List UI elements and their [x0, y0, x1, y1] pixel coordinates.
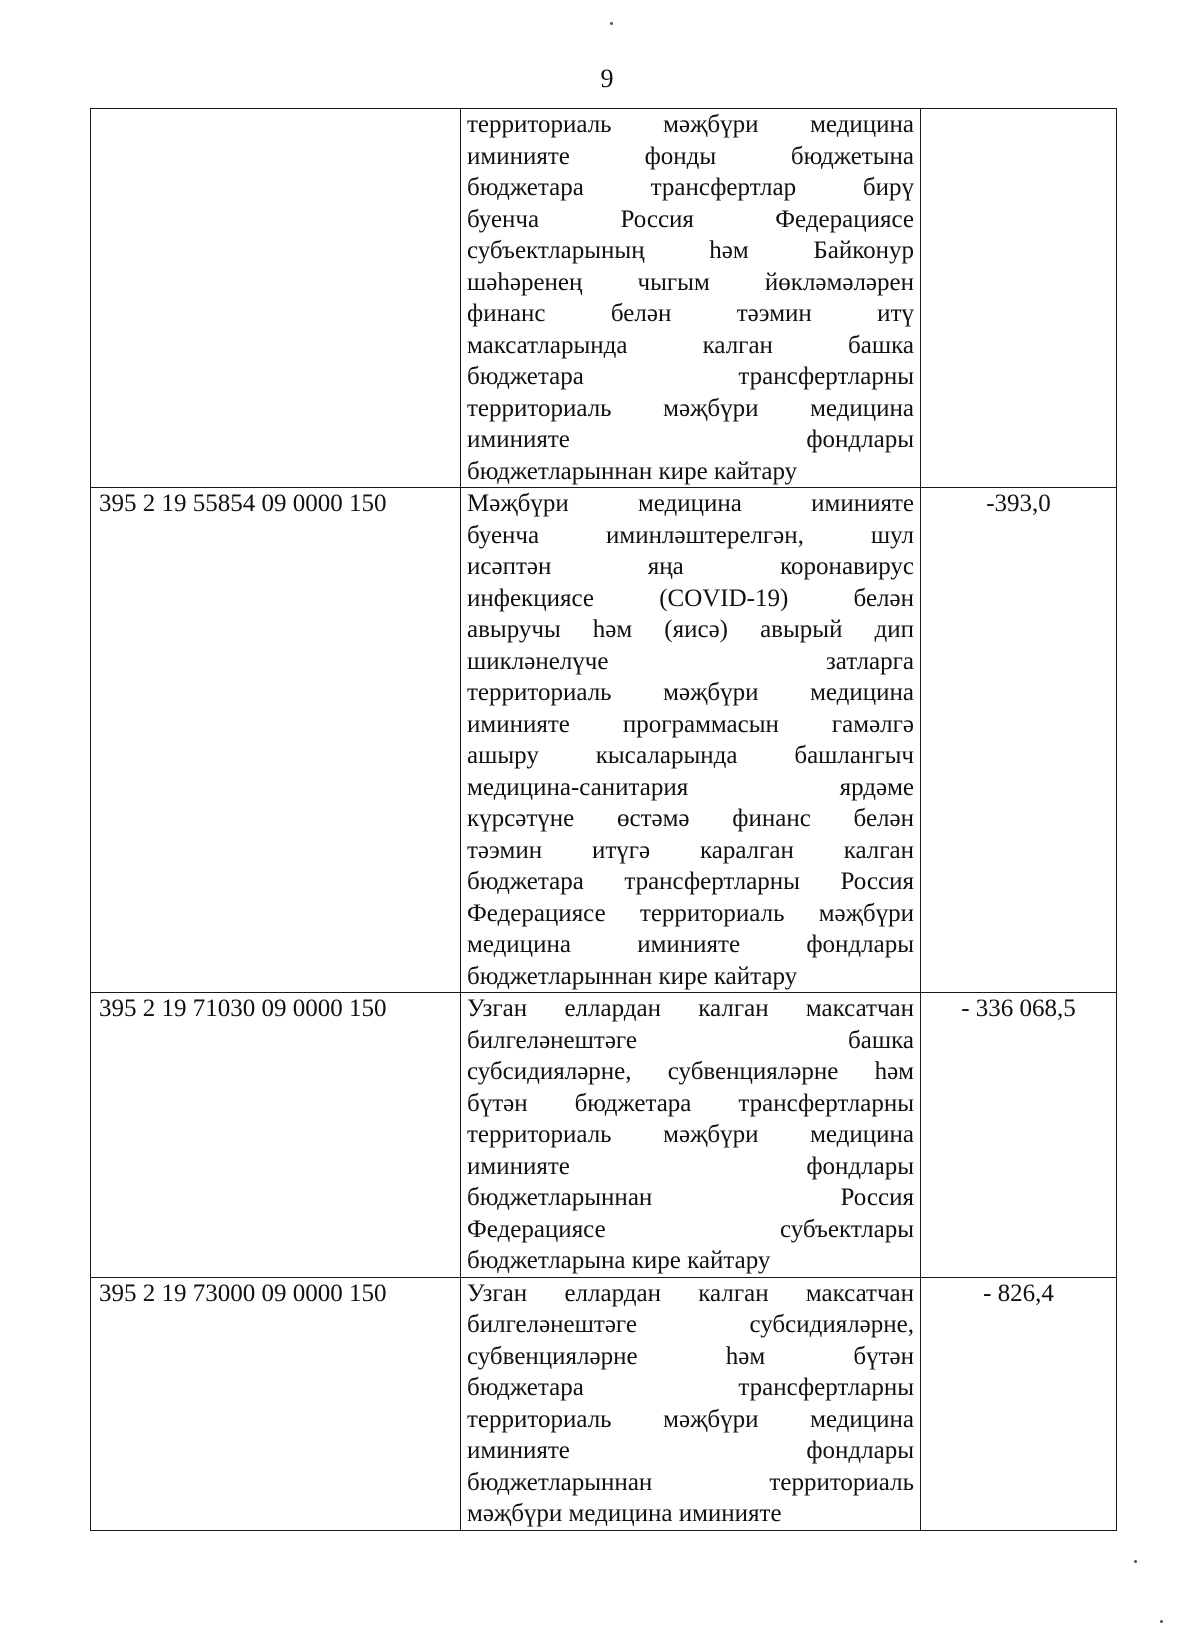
description-line: бюджетларыннан территориаль — [467, 1468, 914, 1496]
budget-code-cell: 395 2 19 55854 09 0000 150 — [91, 488, 461, 993]
description-line: инфекциясе (COVID-19) белән — [467, 584, 914, 612]
description-line: Федерациясе территориаль мәҗбүри — [467, 899, 914, 927]
description-line: иминияте программасын гамәлгә — [467, 710, 914, 738]
description-line: буенча Россия Федерациясе — [467, 205, 914, 233]
description-line: Узган еллардан калган максатчан — [467, 995, 914, 1022]
description-line: билгеләнештәге субсидияләрне, — [467, 1311, 914, 1338]
description-line: бюджетларына кире кайтару — [467, 1247, 771, 1274]
description-line: медицина-санитария ярдәме — [467, 773, 914, 801]
table-row — [91, 993, 1117, 1278]
description-line: бюджетара трансфертларны Россия — [467, 868, 914, 895]
amount-cell: - 336 068,5 — [921, 993, 1117, 1278]
description-line: бюджетара трансфертлар бирү — [467, 174, 914, 201]
scan-speck — [610, 22, 613, 25]
description-line: күрсәтүне өстәмә финанс белән — [467, 805, 914, 832]
page-number: 9 — [600, 64, 614, 93]
description-line: исәптән яңа коронавирус — [467, 553, 914, 580]
table-body — [91, 109, 1117, 1531]
description-line: бюджетларыннан Россия — [467, 1184, 914, 1211]
description-line: территориаль мәҗбүри медицина — [467, 1405, 914, 1433]
scan-speck — [1134, 1560, 1137, 1563]
description-line: субсидияләрне, субвенцияләрне һәм — [467, 1058, 914, 1085]
description-line: субъектларының һәм Байконур — [467, 237, 914, 264]
description-line: медицина иминияте фондлары — [467, 931, 914, 958]
budget-code-cell: 395 2 19 71030 09 0000 150 — [91, 993, 461, 1278]
description-line: территориаль мәҗбүри медицина — [467, 1121, 914, 1148]
description-line: ашыру кысаларында башлангыч — [467, 742, 914, 769]
description-line: бюджетларыннан кире кайтару — [467, 457, 798, 485]
description-line: иминияте фондлары — [467, 1152, 914, 1180]
description-line: Узган еллардан калган максатчан — [467, 1279, 914, 1307]
table-row — [91, 488, 1117, 993]
description-line: территориаль мәҗбүри медицина — [467, 679, 914, 706]
amount-cell — [921, 109, 1117, 488]
description-cell — [461, 1277, 921, 1530]
description-line: финанс белән тәэмин итү — [467, 300, 914, 327]
description-line: бюджетара трансфертларны — [467, 363, 914, 390]
description-line: бюджетларыннан кире кайтару — [467, 962, 798, 990]
description-line: Мәҗбүри медицина иминияте — [467, 490, 914, 517]
description-line: тәэмин итүгә каралган калган — [467, 836, 914, 864]
description-line: шикләнелүче затларга — [467, 647, 914, 675]
description-line: бюджетара трансфертларны — [467, 1374, 914, 1401]
amount-cell: - 826,4 — [921, 1277, 1117, 1530]
amount-cell: -393,0 — [921, 488, 1117, 993]
description-line: максатларында калган башка — [467, 331, 914, 359]
description-line: бүтән бюджетара трансфертларны — [467, 1089, 914, 1117]
description-line: территориаль мәҗбүри медицина — [467, 111, 914, 138]
description-line: мәҗбүри медицина иминияте — [467, 1500, 782, 1527]
description-line: Федерациясе субъектлары — [467, 1215, 914, 1243]
budget-code-cell — [91, 109, 461, 488]
description-cell — [461, 488, 921, 993]
table-row — [91, 109, 1117, 488]
description-line: билгеләнештәге башка — [467, 1026, 914, 1054]
description-line: буенча иминләштерелгән, шул — [467, 521, 914, 549]
budget-table — [90, 108, 1117, 1531]
description-line: иминияте фонды бюджетына — [467, 142, 914, 170]
scan-speck — [1160, 1620, 1163, 1623]
table-row — [91, 1277, 1117, 1530]
budget-code-cell: 395 2 19 73000 09 0000 150 — [91, 1277, 461, 1530]
description-line: территориаль мәҗбүри медицина — [467, 394, 914, 422]
description-cell — [461, 993, 921, 1278]
description-line: шәһәренең чыгым йөкләмәләрен — [467, 268, 914, 296]
description-cell — [461, 109, 921, 488]
description-line: иминияте фондлары — [467, 426, 914, 453]
description-line: авыручы һәм (яисә) авырый дип — [467, 616, 914, 643]
description-line: субвенцияләрне һәм бүтән — [467, 1342, 914, 1370]
description-line: иминияте фондлары — [467, 1437, 914, 1464]
